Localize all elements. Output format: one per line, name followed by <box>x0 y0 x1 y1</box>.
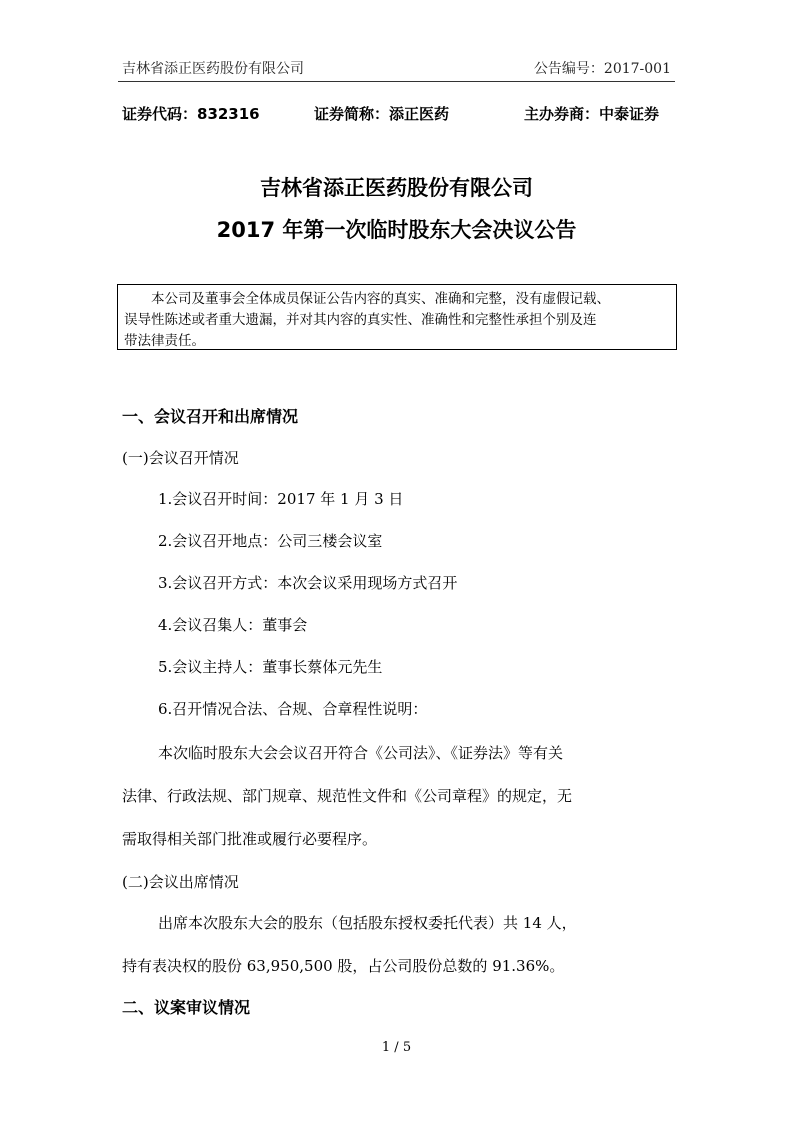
sponsor-broker: 主办券商：中泰证券 <box>524 105 660 123</box>
disclaimer-line: 误导性陈述或者重大遗漏，并对其内容的真实性、准确性和完整性承担个别及连 <box>124 312 597 328</box>
section-heading-resolutions: 二、议案审议情况 <box>122 998 251 1017</box>
list-item: 3.会议召开方式：本次会议采用现场方式召开 <box>158 574 458 592</box>
list-item: 6.召开情况合法、合规、合章程性说明： <box>158 700 428 718</box>
securities-abbreviation: 证券简称：添正医药 <box>314 105 450 123</box>
legal-paragraph-line: 法律、行政法规、部门规章、规范性文件和《公司章程》的规定，无 <box>122 787 573 805</box>
list-item: 2.会议召开地点：公司三楼会议室 <box>158 532 383 550</box>
attendance-paragraph-line: 出席本次股东大会的股东（包括股东授权委托代表）共 14 人， <box>158 914 577 932</box>
document-title-company: 吉林省添正医药股份有限公司 <box>260 176 533 200</box>
legal-paragraph-line: 本次临时股东大会会议召开符合《公司法》、《证券法》等有关 <box>158 744 564 762</box>
header-notice-number: 公告编号：2017-001 <box>533 61 671 77</box>
list-item: 4.会议召集人：董事会 <box>158 616 308 634</box>
legal-paragraph-line: 需取得相关部门批准或履行必要程序。 <box>122 830 378 848</box>
header-divider <box>118 81 675 82</box>
subsection-convening: (一)会议召开情况 <box>122 449 239 467</box>
disclaimer-line: 本公司及董事会全体成员保证公告内容的真实、准确和完整，没有虚假记载、 <box>151 291 610 307</box>
disclaimer-line: 带法律责任。 <box>124 333 205 349</box>
document-title-meeting: 2017 年第一次临时股东大会决议公告 <box>216 218 577 242</box>
section-heading-meeting: 一、会议召开和出席情况 <box>122 407 299 426</box>
subsection-attendance: (二)会议出席情况 <box>122 873 239 891</box>
attendance-paragraph-line: 持有表决权的股份 63,950,500 股，占公司股份总数的 91.36%。 <box>122 957 565 975</box>
securities-code: 证券代码：832316 <box>122 105 260 123</box>
page-number: 1 / 5 <box>381 1040 412 1055</box>
disclaimer-box <box>117 284 677 350</box>
header-company-name: 吉林省添正医药股份有限公司 <box>122 61 304 77</box>
list-item: 1.会议召开时间：2017 年 1 月 3 日 <box>158 490 404 508</box>
list-item: 5.会议主持人：董事长蔡体元先生 <box>158 658 383 676</box>
